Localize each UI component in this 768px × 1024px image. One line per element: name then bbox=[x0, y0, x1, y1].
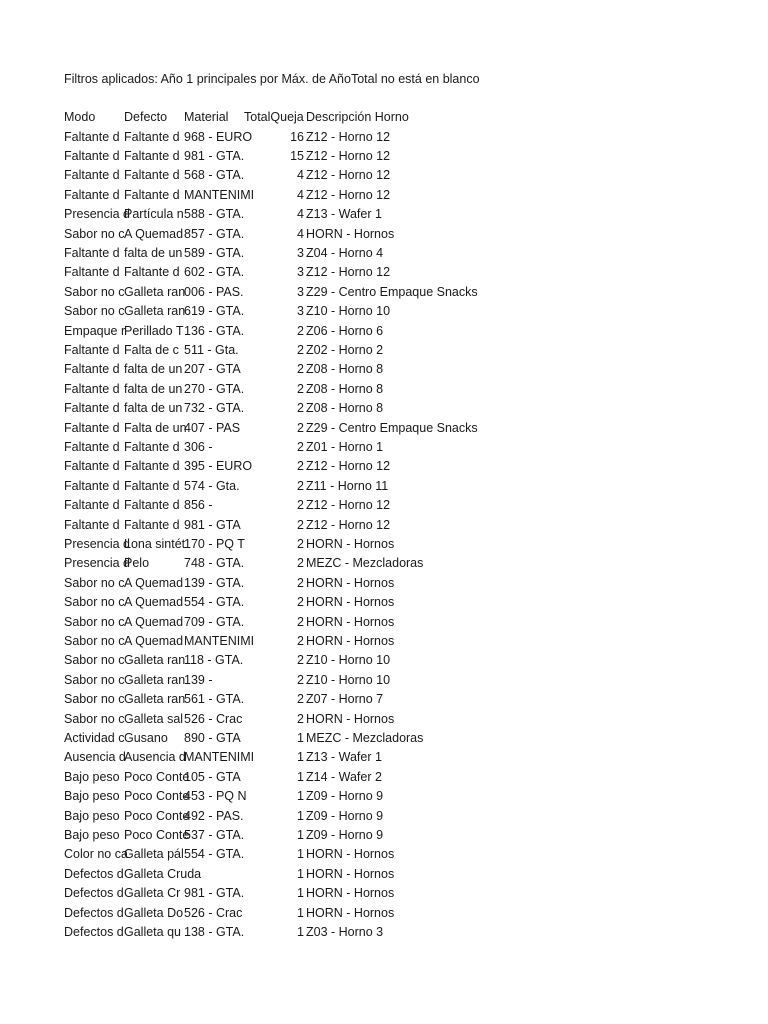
cell-descripcion[interactable]: Z11 - Horno 11 bbox=[306, 478, 389, 493]
cell-material[interactable]: 207 - GTA bbox=[184, 362, 241, 377]
cell-modo[interactable]: Sabor no c bbox=[64, 653, 125, 668]
cell-descripcion[interactable]: MEZC - Mezcladoras bbox=[306, 556, 424, 571]
cell-defecto[interactable]: Faltante d bbox=[124, 187, 180, 202]
cell-defecto[interactable]: Galleta ran bbox=[124, 653, 186, 668]
cell-material[interactable]: 554 - GTA. bbox=[184, 847, 245, 862]
table-row bbox=[0, 671, 768, 690]
cell-total[interactable]: 1 bbox=[297, 905, 304, 920]
column-header-modo[interactable]: Modo bbox=[64, 110, 96, 124]
cell-descripcion[interactable]: Z08 - Horno 8 bbox=[306, 362, 384, 377]
cell-material[interactable]: 138 - GTA. bbox=[184, 924, 245, 939]
cell-material[interactable]: 857 - GTA. bbox=[184, 226, 245, 241]
table-row bbox=[0, 845, 768, 864]
cell-total[interactable]: 2 bbox=[297, 692, 304, 707]
cell-total[interactable]: 1 bbox=[297, 827, 304, 842]
cell-material[interactable]: 170 - PQ T bbox=[184, 536, 245, 551]
cell-modo[interactable]: Faltante d bbox=[64, 401, 120, 416]
cell-defecto[interactable]: Faltante d bbox=[124, 129, 180, 144]
cell-defecto[interactable]: Falta de c bbox=[124, 342, 179, 357]
table-row bbox=[0, 593, 768, 612]
cell-defecto[interactable]: Perillado T bbox=[124, 323, 184, 338]
cell-material[interactable]: 619 - GTA. bbox=[184, 304, 245, 319]
cell-total[interactable]: 2 bbox=[297, 536, 304, 551]
cell-modo[interactable]: Faltante d bbox=[64, 517, 120, 532]
table-row bbox=[0, 923, 768, 942]
cell-descripcion[interactable]: Z14 - Wafer 2 bbox=[306, 769, 382, 784]
cell-total[interactable]: 2 bbox=[297, 575, 304, 590]
cell-material[interactable]: 574 - Gta. bbox=[184, 478, 240, 493]
cell-total[interactable]: 4 bbox=[297, 187, 304, 202]
cell-material[interactable]: 105 - GTA bbox=[184, 769, 241, 784]
cell-material[interactable]: 526 - Crac bbox=[184, 905, 243, 920]
cell-total[interactable]: 1 bbox=[297, 789, 304, 804]
cell-total[interactable]: 2 bbox=[297, 420, 304, 435]
cell-material[interactable]: 118 - GTA. bbox=[184, 653, 244, 668]
cell-total[interactable]: 1 bbox=[297, 886, 304, 901]
cell-material[interactable]: 602 - GTA. bbox=[184, 265, 245, 280]
cell-descripcion[interactable]: Z03 - Horno 3 bbox=[306, 924, 384, 939]
cell-total[interactable]: 3 bbox=[297, 265, 304, 280]
table-row bbox=[0, 419, 768, 438]
cell-material[interactable]: 748 - GTA. bbox=[184, 556, 245, 571]
cell-defecto[interactable]: Poco Conte bbox=[124, 808, 190, 823]
cell-total[interactable]: 3 bbox=[297, 284, 304, 299]
cell-modo[interactable]: Faltante d bbox=[64, 148, 120, 163]
table-row bbox=[0, 225, 768, 244]
table-row bbox=[0, 748, 768, 767]
cell-modo[interactable]: Bajo peso bbox=[64, 827, 120, 842]
cell-descripcion[interactable]: Z06 - Horno 6 bbox=[306, 323, 384, 338]
cell-descripcion[interactable]: Z29 - Centro Empaque Snacks bbox=[306, 284, 478, 299]
cell-defecto[interactable]: A Quemad bbox=[124, 614, 184, 629]
table-row bbox=[0, 360, 768, 379]
cell-material[interactable]: 981 - GTA bbox=[184, 517, 241, 532]
cell-modo[interactable]: Bajo peso bbox=[64, 789, 120, 804]
cell-total[interactable]: 2 bbox=[297, 711, 304, 726]
table-row bbox=[0, 186, 768, 205]
cell-total[interactable]: 4 bbox=[297, 226, 304, 241]
cell-material[interactable]: 306 - bbox=[184, 439, 213, 454]
table-row bbox=[0, 205, 768, 224]
cell-defecto[interactable]: Faltante d bbox=[124, 148, 180, 163]
cell-material[interactable]: 139 - bbox=[184, 672, 213, 687]
cell-modo[interactable]: Defectos d bbox=[64, 886, 124, 901]
cell-material[interactable]: 407 - PAS bbox=[184, 420, 241, 435]
table-row bbox=[0, 768, 768, 787]
cell-defecto[interactable]: Poco Conte bbox=[124, 827, 190, 842]
cell-material[interactable]: 006 - PAS. bbox=[184, 284, 244, 299]
table-row bbox=[0, 651, 768, 670]
cell-defecto[interactable]: Falta de un bbox=[124, 420, 187, 435]
cell-descripcion[interactable]: Z29 - Centro Empaque Snacks bbox=[306, 420, 478, 435]
cell-defecto[interactable]: Gusano bbox=[124, 730, 168, 745]
cell-total[interactable]: 1 bbox=[297, 769, 304, 784]
table-row bbox=[0, 438, 768, 457]
cell-defecto[interactable]: Faltante d bbox=[124, 168, 180, 183]
cell-descripcion[interactable]: HORN - Hornos bbox=[306, 847, 395, 862]
cell-modo[interactable]: Sabor no c bbox=[64, 304, 125, 319]
table-row bbox=[0, 535, 768, 554]
cell-descripcion[interactable]: Z09 - Horno 9 bbox=[306, 827, 384, 842]
cell-defecto[interactable]: Galleta ran bbox=[124, 672, 186, 687]
table-row bbox=[0, 399, 768, 418]
cell-defecto[interactable]: A Quemad bbox=[124, 226, 184, 241]
cell-defecto[interactable]: A Quemad bbox=[124, 575, 184, 590]
cell-material[interactable]: 732 - GTA. bbox=[184, 401, 245, 416]
cell-modo[interactable]: Faltante d bbox=[64, 478, 120, 493]
cell-material[interactable]: 511 - Gta. bbox=[184, 342, 239, 357]
cell-total[interactable]: 16 bbox=[290, 129, 304, 144]
cell-total[interactable]: 2 bbox=[297, 614, 304, 629]
table-row bbox=[0, 380, 768, 399]
table-row bbox=[0, 729, 768, 748]
cell-modo[interactable]: Defectos d bbox=[64, 866, 124, 881]
cell-total[interactable]: 4 bbox=[297, 207, 304, 222]
cell-defecto[interactable]: Pelo bbox=[124, 556, 150, 571]
cell-defecto[interactable]: falta de un bbox=[124, 362, 183, 377]
cell-descripcion[interactable]: Z12 - Horno 12 bbox=[306, 148, 391, 163]
cell-total[interactable]: 2 bbox=[297, 439, 304, 454]
cell-material[interactable]: 453 - PQ N bbox=[184, 789, 247, 804]
table-row bbox=[0, 710, 768, 729]
cell-descripcion[interactable]: MEZC - Mezcladoras bbox=[306, 730, 424, 745]
cell-defecto[interactable]: Faltante d bbox=[124, 265, 180, 280]
table-row bbox=[0, 516, 768, 535]
cell-modo[interactable]: Bajo peso bbox=[64, 808, 120, 823]
cell-defecto[interactable]: Faltante d bbox=[124, 439, 180, 454]
table-row bbox=[0, 166, 768, 185]
cell-modo[interactable]: Faltante d bbox=[64, 381, 120, 396]
cell-descripcion[interactable]: Z12 - Horno 12 bbox=[306, 168, 391, 183]
cell-defecto[interactable]: A Quemad bbox=[124, 595, 184, 610]
cell-modo[interactable]: Defectos d bbox=[64, 924, 124, 939]
cell-defecto[interactable]: Galleta Cr bbox=[124, 886, 181, 901]
cell-defecto[interactable]: Faltante d bbox=[124, 517, 180, 532]
cell-descripcion[interactable]: HORN - Hornos bbox=[306, 614, 395, 629]
table-row bbox=[0, 826, 768, 845]
cell-total[interactable]: 3 bbox=[297, 245, 304, 260]
cell-total[interactable]: 2 bbox=[297, 362, 304, 377]
cell-descripcion[interactable]: Z10 - Horno 10 bbox=[306, 672, 391, 687]
cell-defecto[interactable]: Ausencia d bbox=[124, 750, 186, 765]
cell-material[interactable]: 981 - GTA. bbox=[184, 886, 245, 901]
cell-descripcion[interactable]: Z08 - Horno 8 bbox=[306, 381, 384, 396]
cell-modo[interactable]: Sabor no c bbox=[64, 711, 125, 726]
applied-filters-text: Filtros aplicados: Año 1 principales por Máx. de AñoTotal no está en blanco bbox=[64, 72, 480, 86]
cell-descripcion[interactable]: HORN - Hornos bbox=[306, 226, 395, 241]
cell-total[interactable]: 1 bbox=[297, 866, 304, 881]
cell-defecto[interactable]: Poco Conte bbox=[124, 789, 190, 804]
cell-descripcion[interactable]: Z12 - Horno 12 bbox=[306, 265, 391, 280]
cell-modo[interactable]: Presencia d bbox=[64, 556, 131, 571]
table-row bbox=[0, 632, 768, 651]
cell-total[interactable]: 1 bbox=[297, 808, 304, 823]
table-row bbox=[0, 613, 768, 632]
cell-total[interactable]: 15 bbox=[290, 148, 304, 163]
cell-defecto[interactable]: Faltante d bbox=[124, 459, 180, 474]
cell-descripcion[interactable]: Z07 - Horno 7 bbox=[306, 692, 384, 707]
cell-descripcion[interactable]: Z12 - Horno 12 bbox=[306, 187, 391, 202]
table-row bbox=[0, 457, 768, 476]
cell-descripcion[interactable]: Z12 - Horno 12 bbox=[306, 498, 391, 513]
cell-material[interactable]: 526 - Crac bbox=[184, 711, 243, 726]
cell-descripcion[interactable]: Z09 - Horno 9 bbox=[306, 808, 384, 823]
cell-defecto[interactable]: Partícula n bbox=[124, 207, 184, 222]
cell-material[interactable] bbox=[184, 865, 244, 884]
cell-defecto[interactable]: Galleta ran bbox=[124, 304, 186, 319]
cell-total[interactable]: 2 bbox=[297, 672, 304, 687]
cell-total[interactable]: 3 bbox=[297, 304, 304, 319]
cell-descripcion[interactable]: HORN - Hornos bbox=[306, 633, 395, 648]
cell-material[interactable]: 492 - PAS. bbox=[184, 808, 244, 823]
cell-modo[interactable]: Bajo peso bbox=[64, 769, 120, 784]
cell-modo[interactable]: Faltante d bbox=[64, 420, 120, 435]
cell-descripcion[interactable]: Z13 - Wafer 1 bbox=[306, 750, 382, 765]
table-row bbox=[0, 244, 768, 263]
cell-total[interactable]: 2 bbox=[297, 556, 304, 571]
cell-modo[interactable]: Sabor no c bbox=[64, 284, 125, 299]
cell-defecto[interactable]: A Quemad bbox=[124, 633, 184, 648]
cell-descripcion[interactable]: Z01 - Horno 1 bbox=[306, 439, 384, 454]
cell-descripcion[interactable]: Z08 - Horno 8 bbox=[306, 401, 384, 416]
column-header-descripcion[interactable]: Descripción Horno bbox=[306, 110, 409, 124]
table-row bbox=[0, 865, 768, 884]
cell-modo[interactable]: Faltante d bbox=[64, 362, 120, 377]
cell-defecto[interactable]: Galleta Do bbox=[124, 905, 184, 920]
cell-modo[interactable]: Color no ca bbox=[64, 847, 128, 862]
cell-material[interactable]: 589 - GTA. bbox=[184, 245, 245, 260]
table-row bbox=[0, 690, 768, 709]
cell-modo[interactable]: Sabor no c bbox=[64, 672, 125, 687]
cell-total[interactable]: 2 bbox=[297, 653, 304, 668]
cell-defecto[interactable]: Galleta Cruda bbox=[124, 866, 202, 881]
cell-modo[interactable]: Presencia d bbox=[64, 536, 131, 551]
table-row bbox=[0, 302, 768, 321]
column-header-material[interactable]: Material bbox=[184, 110, 229, 124]
cell-modo[interactable]: Faltante d bbox=[64, 265, 120, 280]
cell-descripcion[interactable]: Z10 - Horno 10 bbox=[306, 304, 391, 319]
cell-material[interactable]: 561 - GTA. bbox=[184, 692, 245, 707]
table-row bbox=[0, 477, 768, 496]
cell-modo[interactable]: Presencia d bbox=[64, 207, 131, 222]
cell-descripcion[interactable]: Z13 - Wafer 1 bbox=[306, 207, 382, 222]
cell-modo[interactable]: Sabor no c bbox=[64, 614, 125, 629]
cell-modo[interactable]: Faltante d bbox=[64, 245, 120, 260]
table-row bbox=[0, 884, 768, 903]
cell-defecto[interactable]: Galleta qu bbox=[124, 924, 181, 939]
cell-material[interactable]: 139 - GTA. bbox=[184, 575, 245, 590]
cell-descripcion[interactable]: HORN - Hornos bbox=[306, 711, 395, 726]
cell-descripcion[interactable]: Z04 - Horno 4 bbox=[306, 245, 384, 260]
cell-modo[interactable]: Actividad c bbox=[64, 730, 125, 745]
cell-modo[interactable]: Defectos d bbox=[64, 905, 124, 920]
cell-descripcion[interactable]: Z12 - Horno 12 bbox=[306, 517, 391, 532]
cell-material[interactable]: 395 - EURO bbox=[184, 459, 253, 474]
cell-modo[interactable]: Sabor no c bbox=[64, 595, 125, 610]
table-row bbox=[0, 574, 768, 593]
cell-total[interactable]: 1 bbox=[297, 730, 304, 745]
cell-total[interactable]: 2 bbox=[297, 459, 304, 474]
cell-descripcion[interactable]: HORN - Hornos bbox=[306, 575, 395, 590]
cell-descripcion[interactable]: Z10 - Horno 10 bbox=[306, 653, 391, 668]
cell-descripcion[interactable]: HORN - Hornos bbox=[306, 595, 395, 610]
cell-total[interactable]: 1 bbox=[297, 847, 304, 862]
cell-material[interactable]: 588 - GTA. bbox=[184, 207, 245, 222]
table-row bbox=[0, 904, 768, 923]
cell-defecto[interactable]: Faltante d bbox=[124, 498, 180, 513]
table-row bbox=[0, 263, 768, 282]
cell-defecto[interactable]: Galleta ran bbox=[124, 692, 186, 707]
cell-total[interactable]: 2 bbox=[297, 323, 304, 338]
column-header-defecto[interactable]: Defecto bbox=[124, 110, 168, 124]
cell-material[interactable]: 537 - GTA. bbox=[184, 827, 245, 842]
cell-defecto[interactable]: Galleta pál bbox=[124, 847, 184, 862]
cell-material[interactable]: 968 - EURO bbox=[184, 129, 253, 144]
table-row bbox=[0, 128, 768, 147]
cell-material[interactable]: 709 - GTA. bbox=[184, 614, 245, 629]
cell-modo[interactable]: Faltante d bbox=[64, 342, 120, 357]
cell-descripcion[interactable]: Z02 - Horno 2 bbox=[306, 342, 384, 357]
cell-material[interactable]: 856 - bbox=[184, 498, 213, 513]
cell-defecto[interactable]: Lona sintét bbox=[124, 536, 186, 551]
cell-total[interactable]: 1 bbox=[297, 750, 304, 765]
cell-modo[interactable]: Sabor no c bbox=[64, 226, 125, 241]
cell-material[interactable]: 981 - GTA. bbox=[184, 148, 245, 163]
cell-total[interactable]: 2 bbox=[297, 401, 304, 416]
table-row bbox=[0, 283, 768, 302]
cell-total[interactable]: 2 bbox=[297, 498, 304, 513]
table-row bbox=[0, 322, 768, 341]
table-header bbox=[0, 108, 768, 127]
table-row bbox=[0, 807, 768, 826]
cell-defecto[interactable]: Galleta ran bbox=[124, 284, 186, 299]
cell-defecto[interactable]: Faltante d bbox=[124, 478, 180, 493]
cell-defecto[interactable]: falta de un bbox=[124, 245, 183, 260]
cell-modo[interactable]: Sabor no c bbox=[64, 692, 125, 707]
cell-descripcion[interactable]: Z12 - Horno 12 bbox=[306, 459, 391, 474]
cell-descripcion[interactable]: HORN - Hornos bbox=[306, 905, 395, 920]
cell-modo[interactable]: Ausencia d bbox=[64, 750, 126, 765]
cell-modo[interactable]: Faltante d bbox=[64, 187, 120, 202]
cell-material[interactable]: 890 - GTA bbox=[184, 730, 241, 745]
table-row bbox=[0, 554, 768, 573]
cell-material[interactable]: MANTENIMI bbox=[184, 633, 255, 648]
table-row bbox=[0, 787, 768, 806]
cell-descripcion[interactable]: Z12 - Horno 12 bbox=[306, 129, 391, 144]
cell-total[interactable]: 2 bbox=[297, 633, 304, 648]
cell-modo[interactable]: Faltante d bbox=[64, 129, 120, 144]
cell-total[interactable]: 2 bbox=[297, 478, 304, 493]
cell-descripcion[interactable]: Z09 - Horno 9 bbox=[306, 789, 384, 804]
cell-modo[interactable]: Faltante d bbox=[64, 439, 120, 454]
cell-modo[interactable]: Sabor no c bbox=[64, 575, 125, 590]
cell-total[interactable]: 4 bbox=[297, 168, 304, 183]
cell-defecto[interactable]: falta de un bbox=[124, 401, 183, 416]
cell-descripcion[interactable]: HORN - Hornos bbox=[306, 866, 395, 881]
cell-material[interactable]: 554 - GTA. bbox=[184, 595, 245, 610]
cell-defecto[interactable]: falta de un bbox=[124, 381, 183, 396]
table-row bbox=[0, 496, 768, 515]
cell-descripcion[interactable]: HORN - Hornos bbox=[306, 886, 395, 901]
cell-modo[interactable]: Faltante d bbox=[64, 168, 120, 183]
cell-material[interactable]: MANTENIMI bbox=[184, 750, 255, 765]
cell-modo[interactable]: Faltante d bbox=[64, 459, 120, 474]
cell-total[interactable]: 2 bbox=[297, 381, 304, 396]
cell-total[interactable]: 2 bbox=[297, 342, 304, 357]
cell-modo[interactable]: Empaque r bbox=[64, 323, 126, 338]
cell-total[interactable]: 1 bbox=[297, 924, 304, 939]
cell-material[interactable]: 270 - GTA. bbox=[184, 381, 245, 396]
cell-descripcion[interactable]: HORN - Hornos bbox=[306, 536, 395, 551]
cell-defecto[interactable]: Galleta sal bbox=[124, 711, 184, 726]
cell-modo[interactable]: Faltante d bbox=[64, 498, 120, 513]
cell-modo[interactable]: Sabor no c bbox=[64, 633, 125, 648]
cell-total[interactable]: 2 bbox=[297, 517, 304, 532]
cell-material[interactable]: 568 - GTA. bbox=[184, 168, 245, 183]
table-row bbox=[0, 341, 768, 360]
table-row bbox=[0, 147, 768, 166]
column-header-total[interactable]: TotalQueja bbox=[244, 110, 304, 124]
cell-material[interactable]: 136 - GTA. bbox=[184, 323, 245, 338]
cell-defecto[interactable]: Poco Conte bbox=[124, 769, 190, 784]
cell-total[interactable]: 2 bbox=[297, 595, 304, 610]
cell-material[interactable]: MANTENIMI bbox=[184, 187, 255, 202]
